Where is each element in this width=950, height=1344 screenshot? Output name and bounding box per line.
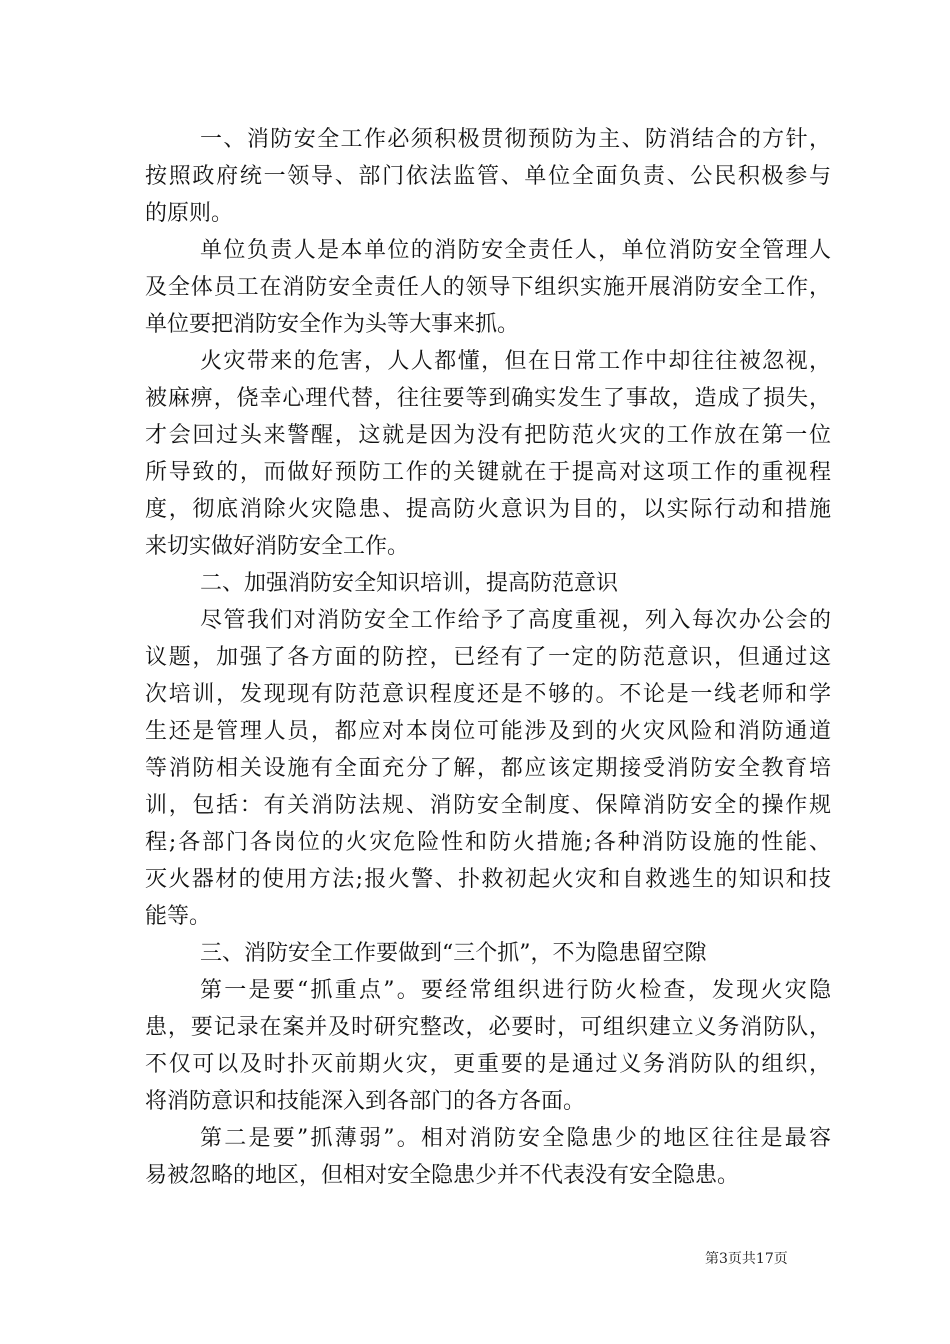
paragraph	[145, 602, 831, 935]
paragraph-line: 次培训，发现现有防范意识程度还是不够的。不论是一线老师和学	[145, 682, 831, 707]
paragraph-line: 一、消防安全工作必须积极贯彻预防为主、防消结合的方针，	[200, 127, 831, 152]
paragraph-line: 程;各部门各岗位的火灾危险性和防火措施;各种消防设施的性能、	[145, 830, 831, 855]
paragraph-line: 第一是要“抓重点”。要经常组织进行防火检查，发现火灾隐	[200, 978, 831, 1003]
paragraph-line: 单位负责人是本单位的消防安全责任人，单位消防安全管理人	[200, 238, 831, 263]
paragraph-line: 来切实做好消防安全工作。	[145, 534, 410, 559]
paragraph-line: 灭火器材的使用方法;报火警、扑救初起火灾和自救逃生的知识和技	[145, 867, 831, 892]
paragraph	[145, 1120, 831, 1194]
paragraph-line: 生还是管理人员，都应对本岗位可能涉及到的火灾风险和消防通道	[145, 719, 831, 744]
paragraph	[145, 972, 831, 1120]
paragraph-line: 等消防相关设施有全面充分了解，都应该定期接受消防安全教育培	[145, 756, 831, 781]
paragraph-line: 训，包括：有关消防法规、消防安全制度、保障消防安全的操作规	[145, 793, 831, 818]
paragraph-line: 三、消防安全工作要做到“三个抓”，不为隐患留空隙	[200, 941, 707, 966]
paragraph-line: 能等。	[145, 904, 212, 929]
paragraph	[145, 121, 831, 232]
paragraph-line: 第二是要”抓薄弱”。相对消防安全隐患少的地区往往是最容	[200, 1126, 831, 1151]
paragraph	[145, 232, 831, 343]
paragraph	[145, 935, 831, 972]
paragraph	[145, 343, 831, 565]
paragraph-line: 不仅可以及时扑灭前期火灾，更重要的是通过义务消防队的组织，	[145, 1052, 831, 1077]
paragraph-line: 的原则。	[145, 201, 234, 226]
paragraph-line: 尽管我们对消防安全工作给予了高度重视，列入每次办公会的	[200, 608, 831, 633]
paragraph-line: 二、加强消防安全知识培训，提高防范意识	[200, 571, 619, 596]
paragraph-line: 按照政府统一领导、部门依法监管、单位全面负责、公民积极参与	[145, 164, 831, 189]
paragraph-line: 被麻痹，侥幸心理代替，往往要等到确实发生了事故，造成了损失，	[145, 386, 831, 411]
paragraph-line: 将消防意识和技能深入到各部门的各方各面。	[145, 1089, 586, 1114]
paragraph	[145, 565, 831, 602]
document-body	[145, 121, 831, 1194]
paragraph-line: 易被忽略的地区，但相对安全隐患少并不代表没有安全隐患。	[145, 1163, 740, 1188]
paragraph-line: 所导致的，而做好预防工作的关键就在于提高对这项工作的重视程	[145, 460, 831, 485]
page-number: 第3页共17页	[705, 1251, 788, 1267]
paragraph-line: 患，要记录在案并及时研究整改，必要时，可组织建立义务消防队，	[145, 1015, 831, 1040]
paragraph-line: 议题，加强了各方面的防控，已经有了一定的防范意识，但通过这	[145, 645, 831, 670]
paragraph-line: 单位要把消防安全作为头等大事来抓。	[145, 312, 520, 337]
paragraph-line: 及全体员工在消防安全责任人的领导下组织实施开展消防安全工作，	[145, 275, 831, 300]
paragraph-line: 度，彻底消除火灾隐患、提高防火意识为目的，以实际行动和措施	[145, 497, 831, 522]
paragraph-line: 才会回过头来警醒，这就是因为没有把防范火灾的工作放在第一位	[145, 423, 831, 448]
paragraph-line: 火灾带来的危害，人人都懂，但在日常工作中却往往被忽视，	[200, 349, 831, 374]
